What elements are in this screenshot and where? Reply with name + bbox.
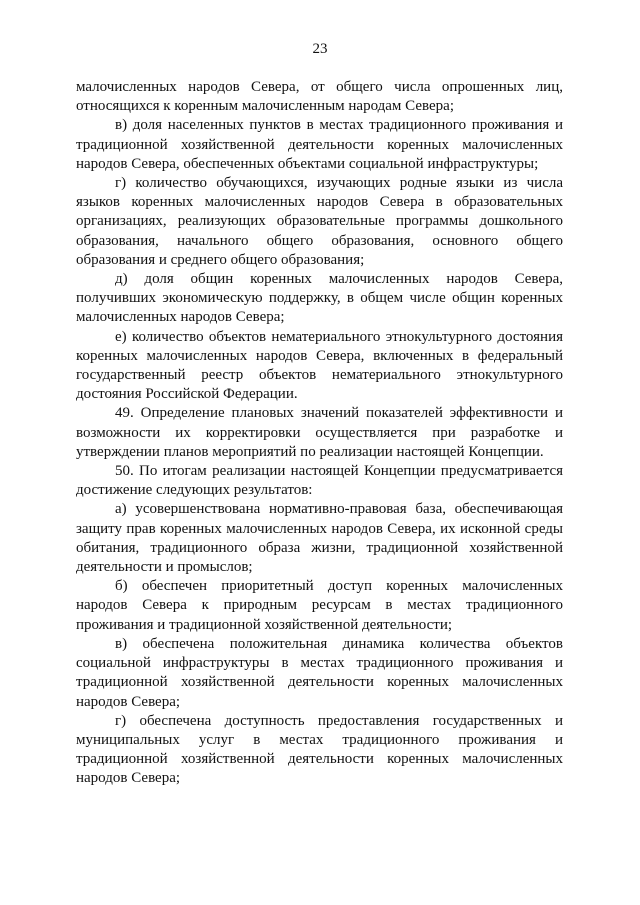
paragraph-item-g: г) количество обучающихся, изучающих родные языки из числа языков коренных малочисленных народов Севера в образовательных организациях, реализующих образовательные программы дошкольного образования, начального общего образования, основного общего образования и среднего общего образования;: [76, 175, 563, 268]
paragraph-item-v: в) доля населенных пунктов в местах традиционного проживания и традиционной хозяйственной деятельности коренных малочисленных народов Севера, обеспеченных объектами социальной инфраструктуры;: [76, 117, 563, 172]
paragraph-continuation: малочисленных народов Севера, от общего числа опрошенных лиц, относящихся к коренным малочисленным народам Севера;: [76, 79, 563, 115]
paragraph-clause-49: 49. Определение плановых значений показателей эффективности и возможности их корректировки осуществляется при разработке и утверждении планов мероприятий по реализации настоящей Концепции.: [76, 405, 563, 460]
paragraph-result-v: в) обеспечена положительная динамика количества объектов социальной инфраструктуры в местах традиционного проживания и традиционной хозяйственной деятельности коренных малочисленных народов Севера;: [76, 635, 563, 710]
document-body: [76, 78, 563, 789]
paragraph-result-a: а) усовершенствована нормативно-правовая база, обеспечивающая защиту прав коренных малочисленных народов Севера, их исконной среды обитания, традиционного образа жизни, традиционной хозяйственной деятельности и промыслов;: [76, 501, 563, 576]
page-number: 23: [312, 41, 328, 57]
paragraph-clause-50: 50. По итогам реализации настоящей Концепции предусматривается достижение следующих результатов:: [76, 463, 563, 499]
paragraph-result-b: б) обеспечен приоритетный доступ коренных малочисленных народов Севера к природным ресурсам в местах традиционного проживания и традиционной хозяйственной деятельности;: [76, 578, 563, 633]
paragraph-result-g: г) обеспечена доступность предоставления государственных и муниципальных услуг в местах традиционного проживания и традиционной хозяйственной деятельности коренных малочисленных народов Севера;: [76, 712, 563, 787]
paragraph-item-d: д) доля общин коренных малочисленных народов Севера, получивших экономическую поддержку, в общем числе общин коренных малочисленных народов Севера;: [76, 271, 563, 326]
paragraph-item-e: е) количество объектов нематериального этнокультурного достояния коренных малочисленных народов Севера, включенных в федеральный государственный реестр объектов нематериального этнокультурного достояния Российской Федерации.: [76, 328, 563, 403]
